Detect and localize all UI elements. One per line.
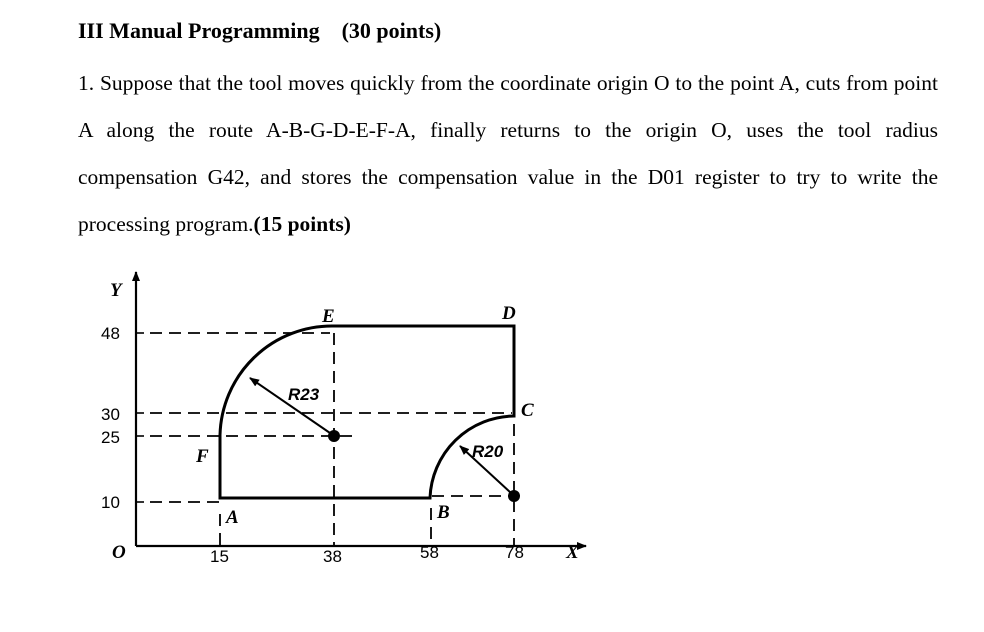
question-body: 1. Suppose that the tool moves quickly from the coordinate origin O to the point A, cuts from point A along the route A-B-G-D-E-F-A, finally returns to the origin O, uses the tool radius compensation G42, and stores the compensation value in the D01 register to try to write the processing program. — [78, 71, 938, 236]
part-contour — [220, 326, 514, 498]
axis-y-label: Y — [110, 280, 122, 301]
y-tick-label-10: 10 — [101, 493, 120, 512]
x-tick-label-15: 15 — [210, 547, 229, 566]
x-tick-label-38: 38 — [323, 547, 342, 566]
point-label-f: F — [196, 446, 209, 467]
y-tick-label-25: 25 — [101, 428, 120, 447]
origin-label: O — [112, 542, 126, 563]
y-tick-label-48: 48 — [101, 324, 120, 343]
section-points: (30 points) — [341, 18, 442, 43]
x-tick-label-58: 58 — [420, 543, 439, 562]
point-label-c: C — [521, 400, 534, 421]
question-points: (15 points) — [253, 212, 351, 236]
point-label-b: B — [437, 502, 450, 523]
point-label-d: D — [502, 303, 516, 324]
point-label-e: E — [322, 306, 335, 327]
radius-label-r23: R23 — [288, 385, 320, 404]
x-tick-label-78: 78 — [505, 543, 524, 562]
radius-label-r20: R20 — [472, 442, 504, 461]
point-label-a: A — [226, 507, 239, 528]
axis-x-label: X — [566, 542, 579, 563]
y-tick-label-30: 30 — [101, 405, 120, 424]
section-title: III Manual Programming — [78, 18, 320, 43]
